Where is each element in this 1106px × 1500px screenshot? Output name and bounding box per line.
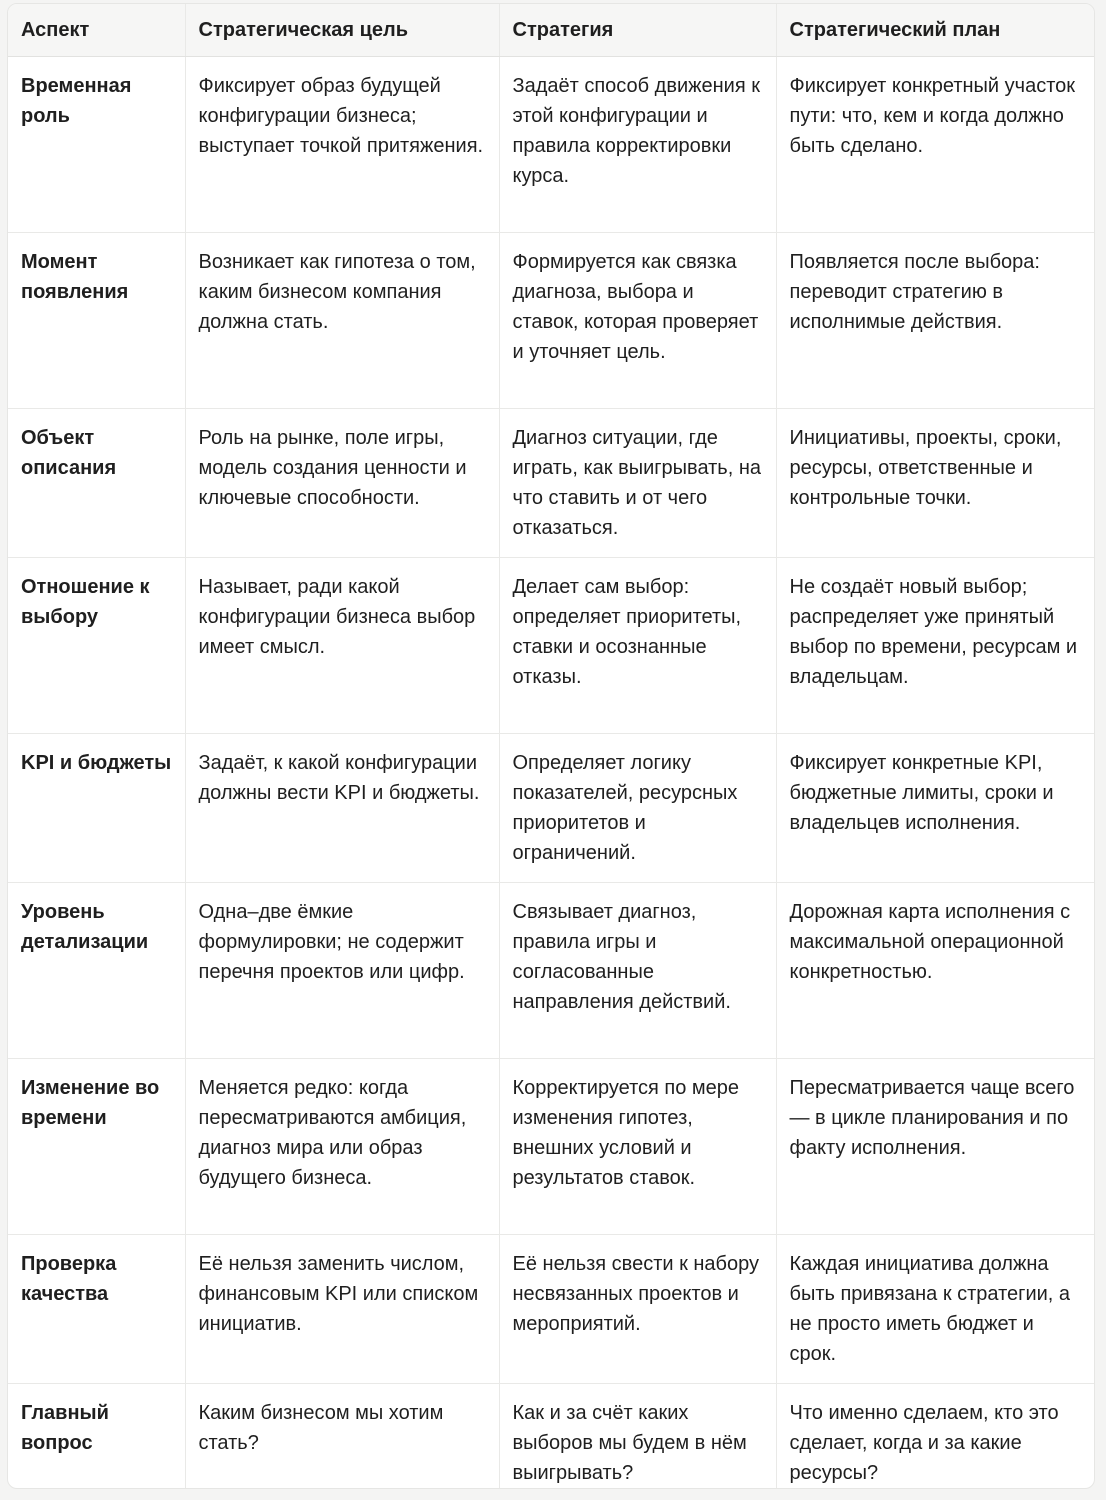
header-aspect: Аспект: [8, 4, 185, 56]
plan-cell: Дорожная карта исполнения с максимальной операционной конкретностью.: [776, 882, 1094, 1058]
strategy-cell: Корректируется по мере изменения гипотез, внешних условий и результатов ставок.: [499, 1058, 776, 1234]
table-row: [8, 1058, 1094, 1234]
aspect-cell: Объект описания: [8, 408, 185, 557]
plan-cell: Не создаёт новый выбор; распределяет уже принятый выбор по времени, ресурсам и владельцам.: [776, 557, 1094, 733]
comparison-table-container: [7, 3, 1095, 1489]
strategy-cell: Определяет логику показателей, ресурсных приоритетов и ограничений.: [499, 733, 776, 882]
table-row: [8, 733, 1094, 882]
header-strategy: Стратегия: [499, 4, 776, 56]
plan-cell: Фиксирует конкретный участок пути: что, кем и когда должно быть сделано.: [776, 56, 1094, 232]
plan-cell: Фиксирует конкретные KPI, бюджетные лимиты, сроки и владельцев исполнения.: [776, 733, 1094, 882]
aspect-cell: Отношение к выбору: [8, 557, 185, 733]
plan-cell: Появляется после выбора: переводит стратегию в исполнимые действия.: [776, 232, 1094, 408]
aspect-cell: Главный вопрос: [8, 1383, 185, 1489]
plan-cell: Инициативы, проекты, сроки, ресурсы, ответственные и контрольные точки.: [776, 408, 1094, 557]
table-header: [8, 4, 1094, 56]
goal-cell: Её нельзя заменить числом, финансовым KPI или списком инициатив.: [185, 1234, 499, 1383]
goal-cell: Одна–две ёмкие формулировки; не содержит перечня проектов или цифр.: [185, 882, 499, 1058]
table-row: [8, 56, 1094, 232]
strategy-cell: Связывает диагноз, правила игры и согласованные направления действий.: [499, 882, 776, 1058]
plan-cell: Каждая инициатива должна быть привязана к стратегии, а не просто иметь бюджет и срок.: [776, 1234, 1094, 1383]
header-strategic-goal: Стратегическая цель: [185, 4, 499, 56]
table-row: [8, 408, 1094, 557]
goal-cell: Задаёт, к какой конфигурации должны вести KPI и бюджеты.: [185, 733, 499, 882]
strategy-cell: Диагноз ситуации, где играть, как выигрывать, на что ставить и от чего отказаться.: [499, 408, 776, 557]
strategy-cell: Задаёт способ движения к этой конфигурации и правила корректировки курса.: [499, 56, 776, 232]
goal-cell: Меняется редко: когда пересматриваются амбиция, диагноз мира или образ будущего бизнеса.: [185, 1058, 499, 1234]
aspect-cell: Изменение во времени: [8, 1058, 185, 1234]
goal-cell: Возникает как гипотеза о том, каким бизнесом компания должна стать.: [185, 232, 499, 408]
plan-cell: Что именно сделаем, кто это сделает, когда и за какие ресурсы?: [789, 1401, 1059, 1484]
table-row: [8, 1383, 1094, 1489]
aspect-cell: Момент появления: [8, 232, 185, 408]
aspect-cell: Проверка качества: [8, 1234, 185, 1383]
goal-cell: Роль на рынке, поле игры, модель создания ценности и ключевые способности.: [185, 408, 499, 557]
header-row: [8, 4, 1094, 56]
table-row: [8, 557, 1094, 733]
goal-cell: Фиксирует образ будущей конфигурации бизнеса; выступает точкой притяжения.: [185, 56, 499, 232]
strategy-cell: Делает сам выбор: определяет приоритеты, ставки и осознанные отказы.: [499, 557, 776, 733]
table-body: [8, 56, 1094, 1489]
plan-cell: Пересматривается чаще всего — в цикле планирования и по факту исполнения.: [776, 1058, 1094, 1234]
aspect-cell: KPI и бюджеты: [8, 733, 185, 882]
table-row: [8, 882, 1094, 1058]
aspect-cell: Временная роль: [8, 56, 185, 232]
strategy-cell: Её нельзя свести к набору несвязанных проектов и мероприятий.: [499, 1234, 776, 1383]
goal-cell: Называет, ради какой конфигурации бизнеса выбор имеет смысл.: [185, 557, 499, 733]
table-row: [8, 232, 1094, 408]
strategy-cell: Формируется как связка диагноза, выбора и ставок, которая проверяет и уточняет цель.: [499, 232, 776, 408]
goal-cell: Каким бизнесом мы хотим стать?: [185, 1383, 499, 1489]
table-row: [8, 1234, 1094, 1383]
comparison-table: [8, 4, 1094, 1489]
strategy-cell: Как и за счёт каких выборов мы будем в нём выигрывать?: [499, 1383, 776, 1489]
header-strategic-plan: Стратегический план: [776, 4, 1094, 56]
aspect-cell: Уровень детализации: [8, 882, 185, 1058]
